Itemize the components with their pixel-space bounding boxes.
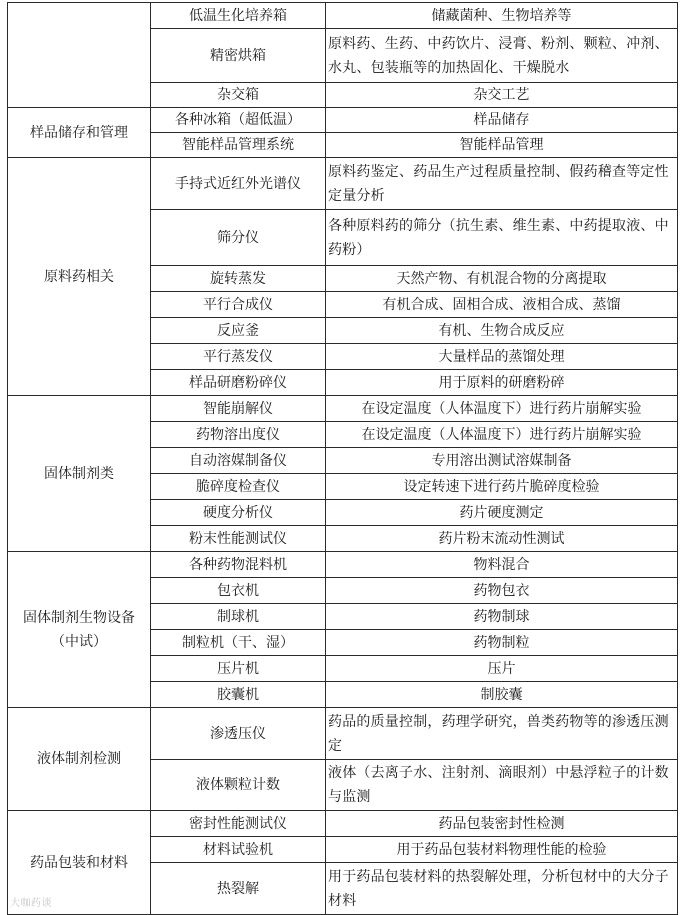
watermark: 大咖药谈 [10, 898, 52, 909]
use-cell: 杂交工艺 [326, 83, 678, 108]
device-cell: 渗透压仪 [151, 708, 326, 760]
use-cell: 在设定温度（人体温度下）进行药片崩解实验 [326, 422, 678, 448]
device-cell: 制球机 [151, 604, 326, 630]
device-cell: 材料试验机 [151, 837, 326, 863]
table-row [8, 811, 678, 837]
device-cell: 包衣机 [151, 578, 326, 604]
use-cell: 储藏菌种、生物培养等 [326, 3, 678, 29]
device-cell: 各种药物混料机 [151, 552, 326, 578]
device-cell: 平行合成仪 [151, 292, 326, 318]
use-cell: 用于原料的研磨粉碎 [326, 370, 678, 396]
use-cell: 用于药品包装材料的热裂解处理，分析包材中的大分子材料 [326, 863, 678, 915]
device-cell: 筛分仪 [151, 210, 326, 266]
use-cell: 压片 [326, 656, 678, 682]
use-cell: 液体（去离子水、注射剂、滴眼剂）中悬浮粒子的计数与监测 [326, 760, 678, 811]
use-cell: 药片硬度测定 [326, 500, 678, 526]
device-cell: 精密烘箱 [151, 29, 326, 83]
table-row [8, 396, 678, 422]
use-cell: 药片粉末流动性测试 [326, 526, 678, 552]
device-cell: 脆碎度检查仪 [151, 474, 326, 500]
device-cell: 手持式近红外光谱仪 [151, 158, 326, 210]
device-cell: 反应釜 [151, 318, 326, 344]
category-cell [8, 3, 151, 108]
device-cell: 粉末性能测试仪 [151, 526, 326, 552]
device-cell: 硬度分析仪 [151, 500, 326, 526]
table-row [8, 158, 678, 210]
device-cell: 胶囊机 [151, 682, 326, 708]
use-cell: 智能样品管理 [326, 133, 678, 158]
use-cell: 用于药品包装材料物理性能的检验 [326, 837, 678, 863]
device-cell: 平行蒸发仪 [151, 344, 326, 370]
device-cell: 杂交箱 [151, 83, 326, 108]
use-cell: 药物制球 [326, 604, 678, 630]
use-cell: 有机、生物合成反应 [326, 318, 678, 344]
table-body [8, 3, 678, 915]
device-cell: 压片机 [151, 656, 326, 682]
category-cell: 样品储存和管理 [8, 108, 151, 158]
use-cell: 设定转速下进行药片脆碎度检验 [326, 474, 678, 500]
category-cell: 固体制剂类 [8, 396, 151, 552]
device-cell: 各种冰箱（超低温） [151, 108, 326, 133]
device-cell: 智能崩解仪 [151, 396, 326, 422]
use-cell: 原料药鉴定、药品生产过程质量控制、假药稽查等定性定量分析 [326, 158, 678, 210]
table-row [8, 108, 678, 133]
use-cell: 药物制粒 [326, 630, 678, 656]
use-cell: 有机合成、固相合成、液相合成、蒸馏 [326, 292, 678, 318]
equipment-table [7, 2, 678, 915]
device-cell: 自动溶媒制备仪 [151, 448, 326, 474]
table-row [8, 708, 678, 760]
use-cell: 药品包装密封性检测 [326, 811, 678, 837]
use-cell: 天然产物、有机混合物的分离提取 [326, 266, 678, 292]
use-cell: 样品储存 [326, 108, 678, 133]
use-cell: 原料药、生药、中药饮片、浸膏、粉剂、颗粒、冲剂、水丸、包装瓶等的加热固化、干燥脱水 [326, 29, 678, 83]
use-cell: 物料混合 [326, 552, 678, 578]
device-cell: 密封性能测试仪 [151, 811, 326, 837]
category-cell: 药品包装和材料 [8, 811, 151, 915]
use-cell: 药物包衣 [326, 578, 678, 604]
use-cell: 专用溶出测试溶媒制备 [326, 448, 678, 474]
category-cell: 液体制剂检测 [8, 708, 151, 811]
use-cell: 各种原料药的筛分（抗生素、维生素、中药提取液、中药粉） [326, 210, 678, 266]
device-cell: 热裂解 [151, 863, 326, 915]
table-row [8, 3, 678, 29]
use-cell: 在设定温度（人体温度下）进行药片崩解实验 [326, 396, 678, 422]
device-cell: 样品研磨粉碎仪 [151, 370, 326, 396]
device-cell: 制粒机（干、湿） [151, 630, 326, 656]
use-cell: 药品的质量控制，药理学研究，兽类药物等的渗透压测定 [326, 708, 678, 760]
device-cell: 药物溶出度仪 [151, 422, 326, 448]
device-cell: 液体颗粒计数 [151, 760, 326, 811]
device-cell: 智能样品管理系统 [151, 133, 326, 158]
category-cell: 原料药相关 [8, 158, 151, 396]
device-cell: 旋转蒸发 [151, 266, 326, 292]
table-row [8, 552, 678, 578]
category-cell: 固体制剂生物设备（中试） [8, 552, 151, 708]
use-cell: 大量样品的蒸馏处理 [326, 344, 678, 370]
use-cell: 制胶囊 [326, 682, 678, 708]
device-cell: 低温生化培养箱 [151, 3, 326, 29]
